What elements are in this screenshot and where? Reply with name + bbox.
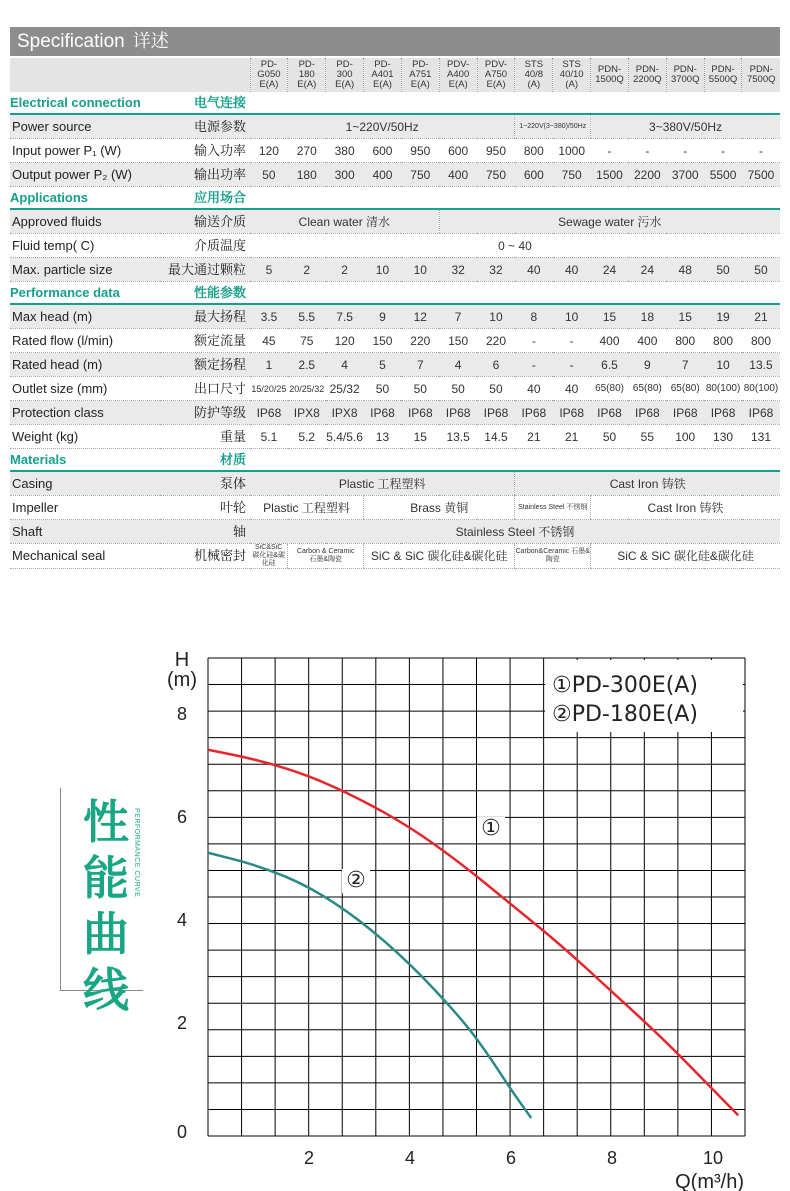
model-name: [288, 58, 326, 92]
row-label-cn: 介质温度: [160, 234, 250, 258]
model-name-part: 300: [336, 69, 353, 80]
value-cell: IP68: [515, 401, 553, 425]
seal-text: SiC&SiC: [255, 544, 283, 551]
curve-series-line: [208, 750, 738, 1116]
row-label-en: Approved fluids: [10, 209, 160, 234]
model-name-part: 1500Q: [595, 74, 624, 85]
value-cell: -: [515, 353, 553, 377]
row-label-en: Shaft: [10, 520, 160, 544]
section-title-cn: 电气连接: [160, 92, 250, 114]
header-blank: [10, 58, 160, 92]
model-name-part: PDN-: [673, 64, 697, 75]
value-cell: 15: [401, 425, 439, 449]
section-title-en: Electrical connection: [10, 92, 160, 114]
row-label-en: Outlet size (mm): [10, 377, 160, 401]
value-cell: 2: [326, 258, 364, 282]
value-cell: IP68: [553, 401, 591, 425]
value-cell: 19: [704, 304, 742, 329]
side-title-char: 曲: [83, 907, 129, 961]
value-cell: 600: [515, 163, 553, 187]
row-power_source: [10, 114, 780, 139]
model-name-part: E(A): [372, 79, 392, 90]
value-cell: 2.5: [288, 353, 326, 377]
value-cell: -: [553, 353, 591, 377]
value-cell: IP68: [364, 401, 402, 425]
row-label-cn: 叶轮: [160, 496, 250, 520]
value-cell: 45: [250, 329, 288, 353]
row-label-en: Casing: [10, 471, 160, 496]
row-outlet_size: [10, 377, 780, 401]
row-label-en: Input power P₁ (W): [10, 139, 160, 163]
section-title-en: Performance data: [10, 282, 160, 305]
model-name: [742, 58, 780, 92]
seal-text: 碳化硅&碳化硅: [252, 552, 285, 567]
model-name-part: 40/8: [524, 69, 544, 80]
value-cell: 5.5: [288, 304, 326, 329]
value-cell: 10: [553, 304, 591, 329]
y-tick-label: 4: [176, 910, 188, 930]
value-cell: IP68: [704, 401, 742, 425]
row-label-en: Power source: [10, 114, 160, 139]
section-title-en: Materials: [10, 449, 160, 472]
row-label-cn: 轴: [160, 520, 250, 544]
value-cell: 180: [288, 163, 326, 187]
value-cell: 400: [364, 163, 402, 187]
value-cell: 600: [364, 139, 402, 163]
value-cell: 5500: [704, 163, 742, 187]
value-cell: 10: [401, 258, 439, 282]
header-blank: [160, 58, 250, 92]
row-label-en: Rated head (m): [10, 353, 160, 377]
side-title-en: PERFORMANCE CURVE: [133, 808, 140, 898]
value-cell: 65(80): [666, 377, 704, 401]
value-cell: 25/32: [326, 377, 364, 401]
merged-value-cell: [288, 544, 364, 569]
row-protection: [10, 401, 780, 425]
value-cell: 9: [364, 304, 402, 329]
y-tick-label: 0: [176, 1122, 188, 1142]
x-axis-label: Q(m³/h): [675, 1171, 744, 1191]
value-cell: 4: [439, 353, 477, 377]
value-cell: 400: [591, 329, 629, 353]
model-name-part: PD-: [260, 59, 278, 70]
section-spacer: [250, 92, 780, 114]
model-name: [704, 58, 742, 92]
x-tick-label: 6: [505, 1148, 517, 1168]
row-label-cn: 输送介质: [160, 209, 250, 234]
value-cell: IP68: [628, 401, 666, 425]
value-cell: 40: [553, 258, 591, 282]
value-cell: 150: [439, 329, 477, 353]
value-cell: 750: [401, 163, 439, 187]
row-casing: [10, 471, 780, 496]
row-output_power: [10, 163, 780, 187]
value-cell: 380: [326, 139, 364, 163]
merged-value-cell: Cast Iron 铸铁: [591, 496, 780, 520]
value-cell: -: [628, 139, 666, 163]
value-cell: 1000: [553, 139, 591, 163]
value-cell: -: [704, 139, 742, 163]
row-label-cn: 重量: [160, 425, 250, 449]
row-particle_size: [10, 258, 780, 282]
model-name-part: E(A): [259, 79, 279, 90]
value-cell: -: [515, 329, 553, 353]
row-max_head: [10, 304, 780, 329]
value-cell: IP68: [401, 401, 439, 425]
value-cell: 50: [742, 258, 780, 282]
model-name: [250, 58, 288, 92]
y-axis-label: (m): [167, 669, 197, 691]
value-cell: 300: [326, 163, 364, 187]
row-label-en: Impeller: [10, 496, 160, 520]
row-label-en: Max head (m): [10, 304, 160, 329]
spec-title-cn: 详述: [132, 31, 169, 51]
row-rated_flow: [10, 329, 780, 353]
row-label-cn: 机械密封: [160, 544, 250, 569]
value-cell: 21: [515, 425, 553, 449]
model-name-part: E(A): [410, 79, 430, 90]
value-cell: IP68: [250, 401, 288, 425]
value-cell: -: [591, 139, 629, 163]
model-name-part: PD-: [374, 59, 391, 70]
value-cell: 7: [439, 304, 477, 329]
section-materials: [10, 449, 780, 472]
value-cell: 65(80): [591, 377, 629, 401]
row-rated_head: [10, 353, 780, 377]
row-label-en: Fluid temp( C): [10, 234, 160, 258]
model-name-part: A400: [447, 69, 470, 80]
value-cell: IP68: [439, 401, 477, 425]
value-cell: -: [742, 139, 780, 163]
merged-value-cell: Plastic 工程塑料: [250, 471, 515, 496]
merged-value-cell: [250, 544, 288, 569]
model-name-part: 2200Q: [633, 74, 662, 85]
row-shaft: [10, 520, 780, 544]
row-label-cn: 输入功率: [160, 139, 250, 163]
value-cell: 15: [591, 304, 629, 329]
merged-value-cell: 3~380V/50Hz: [591, 114, 780, 139]
merged-value-cell: Clean water 清水: [250, 209, 439, 234]
y-tick-label: 2: [176, 1013, 188, 1033]
model-name-part: PDV-: [484, 59, 508, 70]
value-cell: IP68: [591, 401, 629, 425]
value-cell: 24: [628, 258, 666, 282]
model-name: [591, 58, 629, 92]
model-name-part: E(A): [448, 79, 468, 90]
value-cell: 80(100): [704, 377, 742, 401]
x-tick-label: 8: [606, 1148, 618, 1168]
value-cell: 10: [704, 353, 742, 377]
model-name-part: (A): [527, 79, 541, 90]
value-cell: 750: [553, 163, 591, 187]
performance-chart: [0, 640, 790, 1191]
value-cell: 5.4/5.6: [326, 425, 364, 449]
value-cell: 2200: [628, 163, 666, 187]
value-cell: 65(80): [628, 377, 666, 401]
value-cell: 50: [591, 425, 629, 449]
model-name-part: 3700Q: [670, 74, 700, 85]
merged-value-cell: 0 ~ 40: [250, 234, 780, 258]
row-weight: [10, 425, 780, 449]
value-cell: 270: [288, 139, 326, 163]
value-cell: IP68: [666, 401, 704, 425]
value-cell: 800: [666, 329, 704, 353]
merged-value-cell: Sewage water 污水: [439, 209, 780, 234]
value-cell: 2: [288, 258, 326, 282]
value-cell: 48: [666, 258, 704, 282]
merged-value-cell: Cast Iron 铸铁: [515, 471, 780, 496]
model-name-part: PD-: [412, 59, 429, 70]
value-cell: 3.5: [250, 304, 288, 329]
x-tick-label: 4: [404, 1148, 416, 1168]
value-cell: 7: [401, 353, 439, 377]
value-cell: 120: [326, 329, 364, 353]
value-cell: 7.5: [326, 304, 364, 329]
value-cell: 20/25/32: [288, 377, 326, 401]
model-header-row: [10, 58, 780, 92]
value-cell: 4: [326, 353, 364, 377]
value-cell: 220: [401, 329, 439, 353]
y-axis-label: H: [174, 649, 190, 671]
model-name-part: 7500Q: [746, 74, 776, 85]
section-spacer: [250, 282, 780, 305]
side-title-char: 能: [83, 851, 129, 905]
value-cell: IP68: [742, 401, 780, 425]
y-tick-label: 8: [176, 704, 188, 724]
value-cell: 5.2: [288, 425, 326, 449]
row-label-cn: 防护等级: [160, 401, 250, 425]
value-cell: IPX8: [288, 401, 326, 425]
model-name-part: PDN-: [749, 64, 773, 75]
value-cell: 5: [364, 353, 402, 377]
value-cell: IP68: [477, 401, 515, 425]
value-cell: 6: [477, 353, 515, 377]
value-cell: 13.5: [742, 353, 780, 377]
value-cell: 50: [704, 258, 742, 282]
model-name: [364, 58, 402, 92]
section-spacer: [250, 187, 780, 210]
merged-value-cell: Carbon&Ceramic 石墨&陶瓷: [515, 544, 591, 569]
section-electrical: [10, 92, 780, 114]
model-name: [439, 58, 477, 92]
value-cell: 14.5: [477, 425, 515, 449]
value-cell: -: [666, 139, 704, 163]
model-name-part: E(A): [486, 79, 506, 90]
value-cell: 7500: [742, 163, 780, 187]
model-name-part: 180: [298, 69, 315, 80]
value-cell: 55: [628, 425, 666, 449]
merged-value-cell: 1~220V/50Hz: [250, 114, 515, 139]
value-cell: 220: [477, 329, 515, 353]
value-cell: 13: [364, 425, 402, 449]
model-name: [553, 58, 591, 92]
row-label-en: Rated flow (l/min): [10, 329, 160, 353]
value-cell: 21: [553, 425, 591, 449]
model-name-part: STS: [524, 59, 544, 70]
row-label-en: Weight (kg): [10, 425, 160, 449]
model-name-part: A750: [484, 69, 508, 80]
value-cell: 950: [401, 139, 439, 163]
model-name: [666, 58, 704, 92]
value-cell: 80(100): [742, 377, 780, 401]
value-cell: 32: [439, 258, 477, 282]
spec-header: [10, 27, 780, 56]
value-cell: 50: [250, 163, 288, 187]
section-title-en: Applications: [10, 187, 160, 210]
value-cell: 40: [515, 377, 553, 401]
value-cell: 800: [515, 139, 553, 163]
model-name-part: E(A): [335, 79, 355, 90]
value-cell: 150: [364, 329, 402, 353]
value-cell: 3700: [666, 163, 704, 187]
model-name-part: E(A): [297, 79, 317, 90]
value-cell: 12: [401, 304, 439, 329]
value-cell: 400: [439, 163, 477, 187]
side-title-char: 性: [83, 795, 129, 849]
model-name-part: PD-: [298, 59, 315, 70]
value-cell: 130: [704, 425, 742, 449]
model-name-part: PDN-: [635, 64, 659, 75]
row-mech_seal: [10, 544, 780, 569]
value-cell: 50: [401, 377, 439, 401]
x-tick-label: 10: [702, 1148, 724, 1168]
y-tick-label: 6: [176, 807, 188, 827]
value-cell: 9: [628, 353, 666, 377]
value-cell: 50: [439, 377, 477, 401]
model-name-part: 5500Q: [708, 74, 738, 85]
row-label-cn: 出口尺寸: [160, 377, 250, 401]
row-label-en: Protection class: [10, 401, 160, 425]
model-name-part: PD-: [336, 59, 353, 70]
row-input_power: [10, 139, 780, 163]
value-cell: 8: [515, 304, 553, 329]
value-cell: 15: [666, 304, 704, 329]
model-name-part: PDN-: [711, 64, 735, 75]
section-title-cn: 性能参数: [160, 282, 250, 305]
merged-value-cell: 1~220V(3~380)/50Hz: [515, 114, 591, 139]
row-label-cn: 最大通过颗粒: [160, 258, 250, 282]
row-label-cn: 输出功率: [160, 163, 250, 187]
model-name: [401, 58, 439, 92]
value-cell: IPX8: [326, 401, 364, 425]
row-label-en: Output power P₂ (W): [10, 163, 160, 187]
value-cell: 15/20/25: [250, 377, 288, 401]
model-name-part: 40/10: [559, 69, 584, 80]
value-cell: 24: [591, 258, 629, 282]
value-cell: 750: [477, 163, 515, 187]
value-cell: 5.1: [250, 425, 288, 449]
value-cell: 40: [553, 377, 591, 401]
value-cell: 10: [477, 304, 515, 329]
section-spacer: [250, 449, 780, 472]
row-label-cn: 额定扬程: [160, 353, 250, 377]
value-cell: 21: [742, 304, 780, 329]
value-cell: 950: [477, 139, 515, 163]
value-cell: 7: [666, 353, 704, 377]
row-label-cn: 额定流量: [160, 329, 250, 353]
value-cell: 13.5: [439, 425, 477, 449]
model-name: [477, 58, 515, 92]
curve-label: ①: [481, 816, 501, 841]
merged-value-cell: SiC & SiC 碳化硅&碳化硅: [364, 544, 515, 569]
spec-title-en: Specification: [17, 31, 125, 52]
legend-entry: ①PD-300E(A): [552, 673, 698, 698]
value-cell: 50: [477, 377, 515, 401]
value-cell: 400: [628, 329, 666, 353]
value-cell: 800: [742, 329, 780, 353]
value-cell: 50: [364, 377, 402, 401]
seal-text: 石墨&陶瓷: [309, 556, 343, 563]
merged-value-cell: Brass 黄铜: [364, 496, 515, 520]
value-cell: 40: [515, 258, 553, 282]
model-name-part: A401: [371, 69, 394, 80]
row-label-cn: 泵体: [160, 471, 250, 496]
model-name-part: PDV-: [447, 59, 470, 70]
merged-value-cell: Stainless Steel 不锈钢: [515, 496, 591, 520]
model-name-part: (A): [565, 79, 578, 90]
section-title-cn: 应用场合: [160, 187, 250, 210]
model-name-part: PDN-: [597, 64, 622, 75]
value-cell: 10: [364, 258, 402, 282]
section-performance: [10, 282, 780, 305]
value-cell: -: [553, 329, 591, 353]
side-title-char: 线: [83, 963, 129, 1017]
value-cell: 18: [628, 304, 666, 329]
value-cell: 120: [250, 139, 288, 163]
model-name: [326, 58, 364, 92]
model-name-part: STS: [562, 59, 581, 70]
model-name: [515, 58, 553, 92]
merged-value-cell: Plastic 工程塑料: [250, 496, 364, 520]
row-fluid_temp: [10, 234, 780, 258]
curve-label: ②: [346, 868, 366, 893]
value-cell: 32: [477, 258, 515, 282]
spec-table: [10, 58, 780, 569]
model-name-part: A751: [409, 69, 432, 80]
seal-text: Carbon & Ceramic: [296, 548, 355, 555]
section-title-cn: 材质: [160, 449, 250, 472]
value-cell: 600: [439, 139, 477, 163]
section-applications: [10, 187, 780, 210]
value-cell: 6.5: [591, 353, 629, 377]
value-cell: 1500: [591, 163, 629, 187]
value-cell: 100: [666, 425, 704, 449]
x-tick-label: 2: [303, 1148, 315, 1168]
row-label-cn: 电源参数: [160, 114, 250, 139]
value-cell: 131: [742, 425, 780, 449]
merged-value-cell: Stainless Steel 不锈钢: [250, 520, 780, 544]
row-label-en: Max. particle size: [10, 258, 160, 282]
row-impeller: [10, 496, 780, 520]
model-name: [628, 58, 666, 92]
row-approved_fluids: [10, 209, 780, 234]
legend-entry: ②PD-180E(A): [552, 702, 698, 727]
row-label-cn: 最大扬程: [160, 304, 250, 329]
value-cell: 1: [250, 353, 288, 377]
merged-value-cell: SiC & SiC 碳化硅&碳化硅: [591, 544, 780, 569]
model-name-part: G050: [257, 69, 281, 80]
value-cell: 5: [250, 258, 288, 282]
row-label-en: Mechanical seal: [10, 544, 160, 569]
value-cell: 75: [288, 329, 326, 353]
value-cell: 800: [704, 329, 742, 353]
